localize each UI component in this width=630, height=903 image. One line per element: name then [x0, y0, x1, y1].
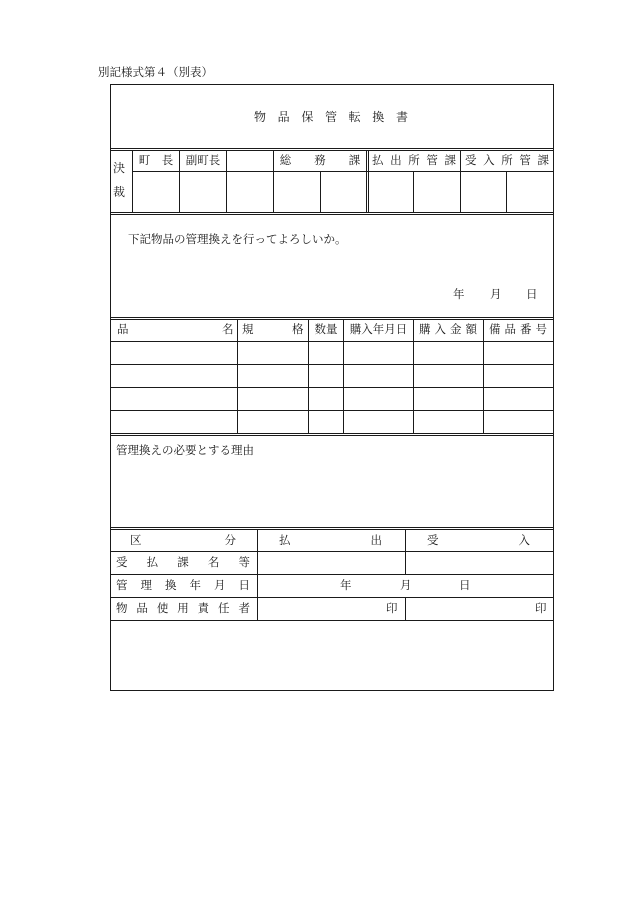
label-char: 理 — [140, 578, 152, 592]
label-char: 日 — [238, 578, 250, 592]
label-char: 額 — [465, 322, 477, 336]
label-char: 金 — [450, 322, 462, 336]
approval-label-1: 決 — [113, 161, 126, 175]
mayor-header: 町 長 — [138, 153, 174, 167]
label-char: 払 — [279, 533, 291, 547]
label-char: 入 — [518, 533, 530, 547]
category-header — [130, 535, 236, 547]
deputy-mayor-header: 副町長 — [185, 153, 221, 167]
label-char: 者 — [238, 601, 250, 615]
label-char: 所 — [408, 153, 420, 167]
label-char: 月 — [214, 578, 226, 592]
label-char: 受 — [427, 533, 439, 547]
label-char: 管 — [519, 153, 531, 167]
label-char: 受 — [465, 153, 477, 167]
col-item-name-2: 名 — [222, 322, 234, 336]
label-char: 使 — [156, 601, 169, 615]
form-title — [254, 111, 408, 123]
receive-seal-mark: 印 — [535, 601, 547, 615]
form-reference-label: 別記様式第４（別表） — [98, 65, 213, 79]
transfer-date-month: 月 — [400, 578, 412, 592]
label-char: 名 — [207, 555, 220, 569]
approval-label-2: 裁 — [113, 185, 126, 199]
col-item-name-1: 品 — [117, 322, 129, 336]
request-date-month: 月 — [490, 287, 502, 301]
label-char: 転 — [348, 110, 361, 124]
label-char: 課 — [177, 555, 189, 569]
label-char: 換 — [165, 578, 177, 592]
label-char: 管 — [116, 578, 128, 592]
label-char: 課 — [444, 153, 456, 167]
issue-header — [279, 535, 382, 547]
label-char: 年 — [189, 578, 201, 592]
col-purchase-date: 購入年月日 — [349, 322, 408, 336]
label-char: 品 — [504, 322, 516, 336]
dept-label — [116, 557, 250, 569]
label-char: 用 — [177, 601, 189, 615]
col-quantity: 数量 — [314, 322, 338, 336]
label-char: 払 — [146, 555, 159, 569]
label-char: 換 — [372, 110, 385, 124]
col-purchase-amount — [419, 324, 477, 336]
col-equipment-number — [489, 324, 547, 336]
transfer-date-day: 日 — [459, 578, 471, 592]
receive-header — [427, 535, 530, 547]
label-char: 入 — [483, 153, 495, 167]
col-spec-2: 格 — [292, 322, 304, 336]
label-char: 出 — [370, 533, 382, 547]
label-char: 号 — [535, 322, 547, 336]
request-date-day: 日 — [526, 287, 538, 301]
transfer-date-year: 年 — [340, 578, 352, 592]
label-char: 区 — [130, 533, 142, 547]
label-char: 物 — [254, 110, 267, 124]
issuing-dept-header — [372, 155, 456, 167]
label-char: 管 — [324, 110, 337, 124]
label-char: 分 — [224, 533, 236, 547]
label-char: 備 — [489, 322, 501, 336]
label-char: 管 — [426, 153, 438, 167]
label-char: 等 — [238, 555, 250, 569]
label-char: 入 — [434, 322, 446, 336]
label-char: 受 — [116, 555, 128, 569]
label-char: 所 — [501, 153, 513, 167]
label-char: 書 — [395, 110, 408, 124]
reason-label: 管理換えの必要とする理由 — [116, 443, 254, 457]
request-date-year: 年 — [453, 287, 465, 301]
label-char: 責 — [197, 601, 210, 615]
label-char: 番 — [520, 322, 532, 336]
label-char: 物 — [116, 601, 128, 615]
label-char: 払 — [372, 153, 384, 167]
property-officer-label — [116, 603, 250, 615]
label-char: 品 — [277, 110, 290, 124]
label-char: 出 — [390, 153, 402, 167]
transfer-date-label — [116, 580, 250, 592]
general-affairs-header: 総 務 課 — [279, 153, 361, 167]
request-text: 下記物品の管理換えを行ってよろしいか。 — [128, 232, 347, 246]
col-spec-1: 規 — [242, 322, 254, 336]
label-char: 購 — [419, 322, 431, 336]
label-char: 保 — [301, 110, 314, 124]
label-char: 課 — [537, 153, 549, 167]
label-char: 品 — [136, 601, 148, 615]
label-char: 任 — [218, 601, 230, 615]
issue-seal-mark: 印 — [386, 601, 398, 615]
receiving-dept-header — [465, 155, 549, 167]
